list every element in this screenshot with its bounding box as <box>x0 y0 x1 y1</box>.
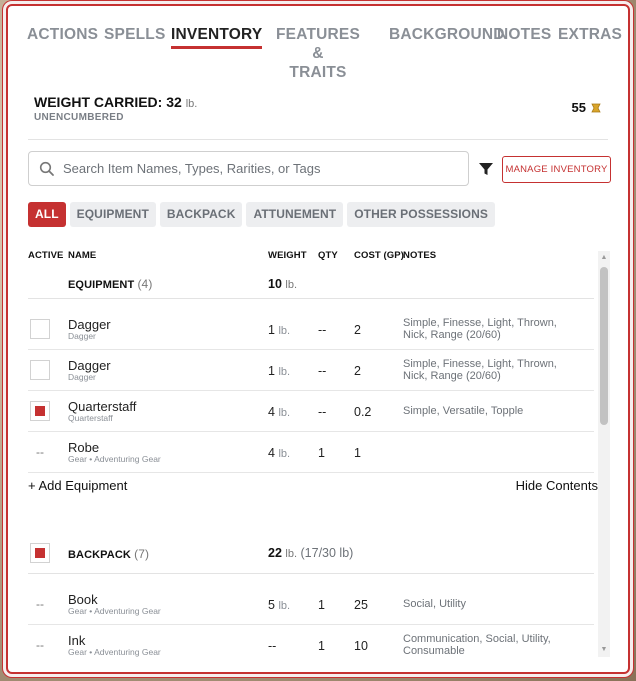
column-weight: WEIGHT <box>268 250 307 261</box>
filter-pills <box>28 202 495 227</box>
gold-amount: 55 <box>571 100 586 115</box>
equipment-weight-value: 10 <box>268 277 282 291</box>
column-notes: NOTES <box>403 250 437 261</box>
item-qty: -- <box>318 364 327 378</box>
table-row[interactable] <box>28 350 594 391</box>
backpack-count: (7) <box>134 547 150 561</box>
search-icon <box>39 161 55 177</box>
equipment-divider <box>28 298 594 299</box>
item-name[interactable]: Book <box>68 592 98 607</box>
column-name: NAME <box>68 250 97 261</box>
item-name[interactable]: Quarterstaff <box>68 399 137 414</box>
backpack-active-checkbox[interactable] <box>30 543 50 563</box>
item-qty: -- <box>318 323 327 337</box>
item-weight-value: 5 <box>268 598 275 612</box>
item-notes: Communication, Social, Utility, Consumable <box>403 633 551 657</box>
item-cost: 25 <box>354 598 368 612</box>
item-cost: 0.2 <box>354 405 372 419</box>
item-subtype: Dagger <box>68 372 96 382</box>
item-cost: 2 <box>354 364 361 378</box>
item-notes: Simple, Versatile, Topple <box>403 405 524 417</box>
item-notes: Simple, Finesse, Light, Thrown, Nick, Range (20/60) <box>403 317 557 341</box>
tab-features-line1: FEATURES & <box>276 26 360 62</box>
backpack-capacity: (17/30 lb) <box>300 546 354 560</box>
tab-features-traits[interactable] <box>276 25 360 82</box>
item-weight <box>268 639 276 653</box>
tab-inventory[interactable]: INVENTORY <box>171 26 263 43</box>
item-qty: 1 <box>318 639 325 653</box>
item-notes: Social, Utility <box>403 598 466 610</box>
item-subtype: Gear • Adventuring Gear <box>68 454 161 464</box>
item-weight-value: -- <box>268 639 277 653</box>
weight-value: 32 <box>166 94 182 110</box>
backpack-title: BACKPACK <box>68 549 131 561</box>
weight-unit: lb. <box>185 98 198 110</box>
tab-bar <box>8 24 628 81</box>
column-cost: COST (GP) <box>354 250 404 261</box>
add-equipment-link[interactable]: + Add Equipment <box>28 478 128 493</box>
item-name[interactable]: Dagger <box>68 317 111 332</box>
active-checkbox[interactable] <box>30 360 50 380</box>
item-subtype: Quarterstaff <box>68 413 113 423</box>
item-name[interactable]: Ink <box>68 633 86 648</box>
active-checkbox[interactable] <box>30 319 50 339</box>
column-active: ACTIVE <box>28 250 64 261</box>
table-row[interactable] <box>28 432 594 473</box>
filter-other-possessions[interactable]: OTHER POSSESSIONS <box>347 202 495 227</box>
item-subtype: Gear • Adventuring Gear <box>68 647 161 657</box>
hide-contents-link[interactable]: Hide Contents <box>515 478 598 493</box>
filter-equipment[interactable]: EQUIPMENT <box>70 202 156 227</box>
coin-icon <box>590 102 602 114</box>
item-weight-unit: lb. <box>278 407 291 419</box>
item-cost: 10 <box>354 639 368 653</box>
equipment-title: EQUIPMENT <box>68 279 135 291</box>
tab-spells[interactable]: SPELLS <box>104 26 166 43</box>
scrollbar[interactable] <box>598 251 610 657</box>
scroll-up-arrow-icon[interactable]: ▲ <box>600 254 608 261</box>
encumbrance-status: UNENCUMBERED <box>34 112 124 123</box>
table-row[interactable] <box>28 584 594 625</box>
search-input[interactable] <box>63 161 453 176</box>
backpack-divider <box>28 573 594 574</box>
inventory-panel <box>6 4 630 674</box>
item-name[interactable]: Dagger <box>68 358 111 373</box>
equipment-weight <box>268 277 297 291</box>
table-row[interactable] <box>28 625 594 666</box>
backpack-weight-value: 22 <box>268 546 282 560</box>
scroll-down-arrow-icon[interactable]: ▼ <box>600 646 608 653</box>
item-weight-unit: lb. <box>278 600 291 612</box>
item-subtype: Dagger <box>68 331 96 341</box>
tab-actions[interactable]: ACTIONS <box>27 26 99 43</box>
column-qty: QTY <box>318 250 338 261</box>
active-indicator: -- <box>36 597 44 611</box>
table-row[interactable] <box>28 391 594 432</box>
item-name[interactable]: Robe <box>68 440 100 455</box>
item-notes: Simple, Finesse, Light, Thrown, Nick, Range (20/60) <box>403 358 557 382</box>
item-weight <box>268 446 290 460</box>
equipment-count: (4) <box>137 277 153 291</box>
search-bar <box>28 151 469 186</box>
item-weight <box>268 323 290 337</box>
item-weight-unit: lb. <box>278 448 291 460</box>
filter-all[interactable]: ALL <box>28 202 66 227</box>
backpack-group-title[interactable] <box>68 547 149 561</box>
item-weight-unit: lb. <box>278 325 291 337</box>
equipment-group-title[interactable] <box>68 277 152 291</box>
weight-summary <box>34 94 197 123</box>
currency-display[interactable] <box>572 100 602 115</box>
item-cost: 2 <box>354 323 361 337</box>
weight-carried <box>34 94 197 110</box>
manage-inventory-button[interactable]: MANAGE INVENTORY <box>502 156 611 183</box>
item-weight-value: 4 <box>268 446 275 460</box>
weight-label: WEIGHT CARRIED: <box>34 94 163 110</box>
item-cost: 1 <box>354 446 361 460</box>
tab-extras[interactable]: EXTRAS <box>558 26 623 43</box>
filter-backpack[interactable]: BACKPACK <box>160 202 243 227</box>
filter-attunement[interactable]: ATTUNEMENT <box>246 202 343 227</box>
active-checkbox[interactable] <box>30 401 50 421</box>
item-weight-unit: lb. <box>278 366 291 378</box>
scroll-thumb[interactable] <box>600 267 608 425</box>
item-qty: 1 <box>318 446 325 460</box>
item-qty: 1 <box>318 598 325 612</box>
table-row[interactable] <box>28 309 594 350</box>
item-weight-value: 4 <box>268 405 275 419</box>
backpack-weight-unit: lb. <box>285 548 298 560</box>
backpack-weight <box>268 546 353 560</box>
tab-features-line2: TRAITS <box>289 64 347 81</box>
item-weight-value: 1 <box>268 364 275 378</box>
header-divider <box>28 139 608 140</box>
item-qty: -- <box>318 405 327 419</box>
tab-notes[interactable]: NOTES <box>497 26 552 43</box>
filter-icon[interactable] <box>478 161 494 177</box>
active-indicator: -- <box>36 445 44 459</box>
item-weight <box>268 598 290 612</box>
item-weight-value: 1 <box>268 323 275 337</box>
item-weight <box>268 405 290 419</box>
item-subtype: Gear • Adventuring Gear <box>68 606 161 616</box>
active-indicator: -- <box>36 638 44 652</box>
tab-background[interactable]: BACKGROUND <box>389 26 505 43</box>
item-weight <box>268 364 290 378</box>
equipment-weight-unit: lb. <box>285 279 298 291</box>
